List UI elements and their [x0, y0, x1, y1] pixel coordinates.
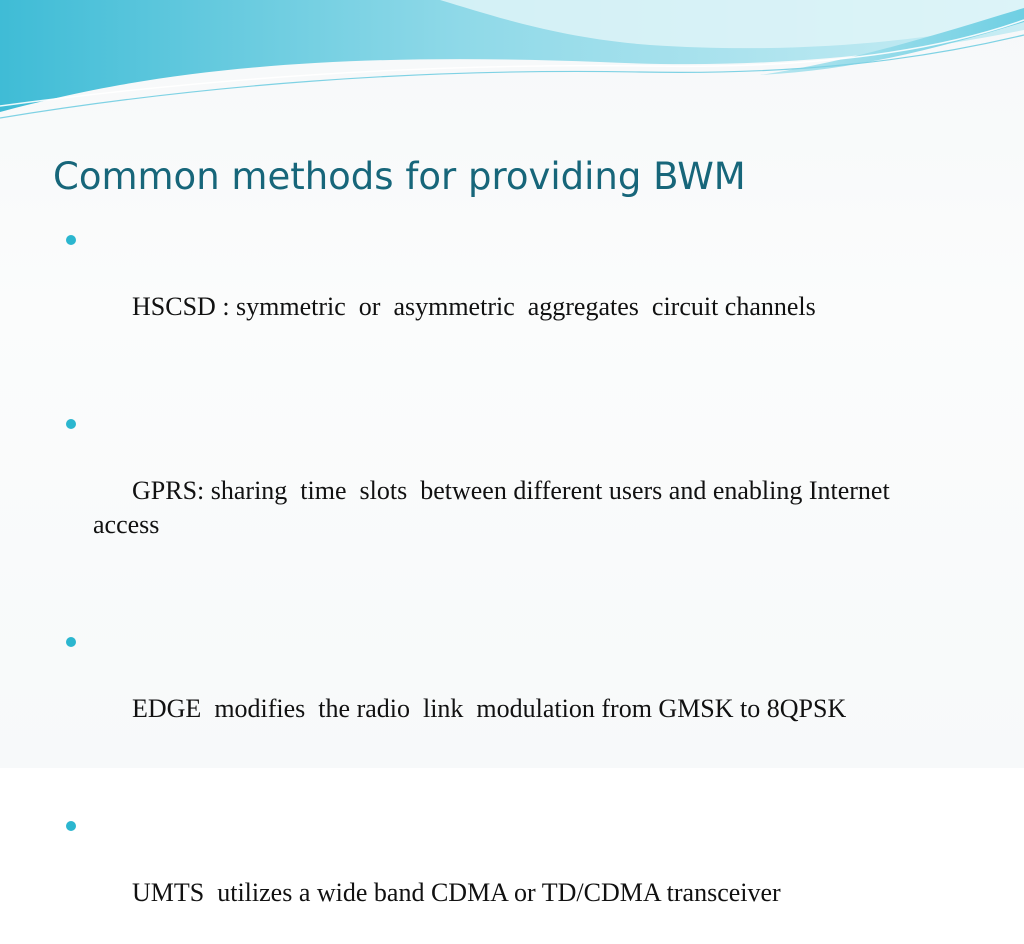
bullet-item-gprs — [66, 406, 966, 576]
filled-circle-bullet-icon — [66, 235, 76, 245]
bullet-list — [66, 222, 966, 944]
bullet-text: GPRS: sharing time slots between different users and enabling Internet access — [93, 476, 910, 539]
bullet-item-edge — [66, 624, 966, 760]
filled-circle-bullet-icon — [66, 419, 76, 429]
slide-title: Common methods for providing BWM — [53, 155, 746, 198]
bullet-text: HSCSD : symmetric or asymmetric aggregates circuit channels — [132, 292, 816, 321]
bullet-text: UMTS utilizes a wide band CDMA or TD/CDMA transceiver — [132, 878, 781, 907]
bullet-text: EDGE modifies the radio link modulation from GMSK to 8QPSK — [132, 694, 847, 723]
filled-circle-bullet-icon — [66, 821, 76, 831]
wave-decoration — [0, 0, 1024, 130]
bullet-item-hscsd — [66, 222, 966, 358]
bullet-item-umts — [66, 808, 966, 944]
filled-circle-bullet-icon — [66, 637, 76, 647]
